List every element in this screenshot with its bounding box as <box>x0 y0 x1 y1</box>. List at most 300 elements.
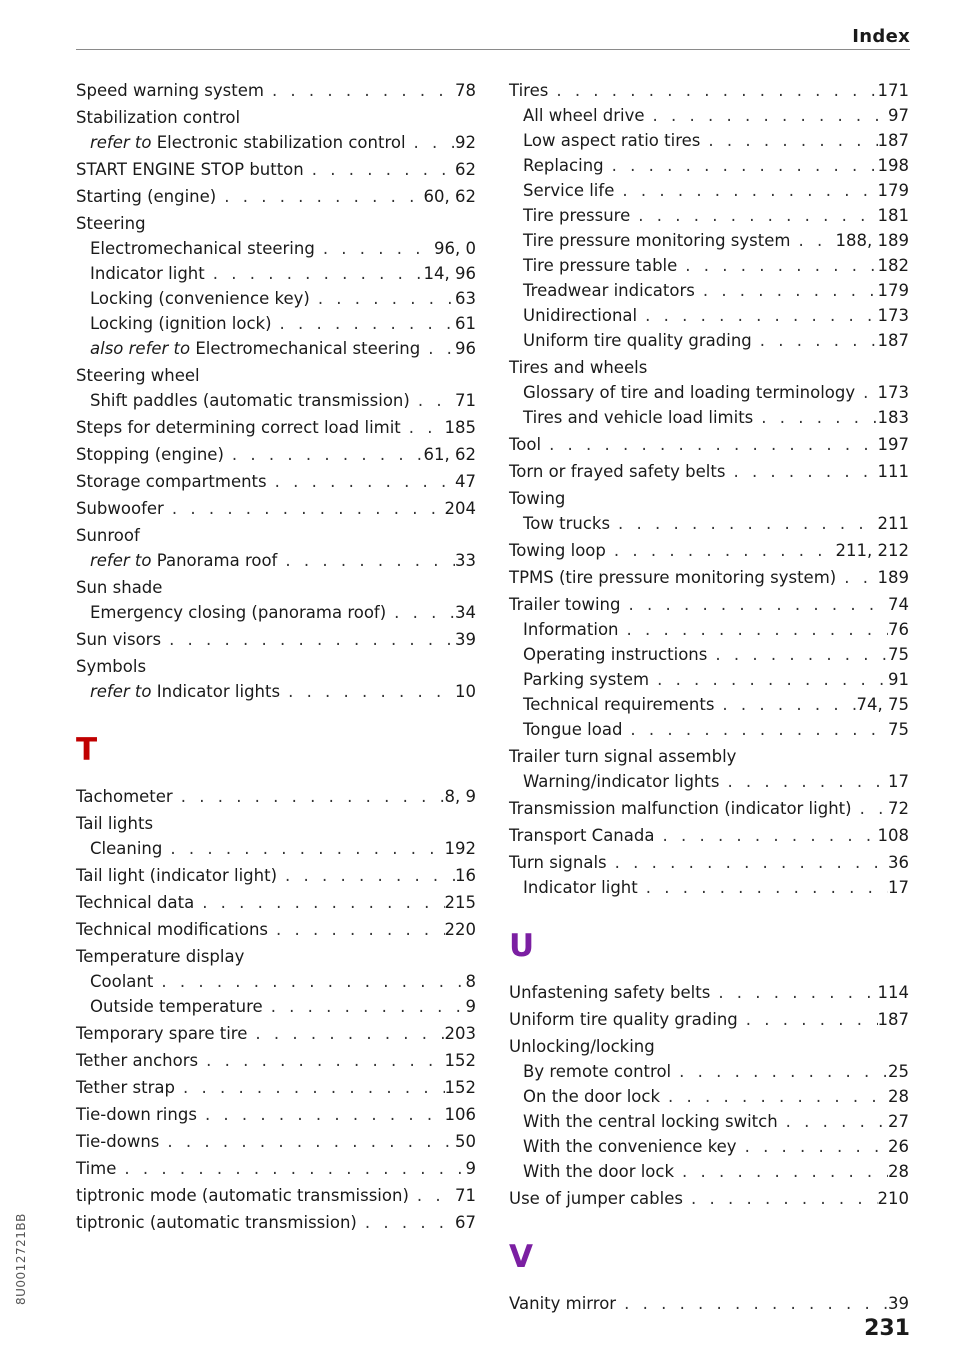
index-entry <box>76 496 476 521</box>
entry-term: Electromechanical steering <box>90 239 315 258</box>
page-reference: 108 <box>877 826 909 845</box>
dot-leader <box>614 178 877 203</box>
page-reference: 74, 75 <box>856 695 909 714</box>
page-reference: 173 <box>877 306 909 325</box>
index-entry <box>509 980 909 1005</box>
index-subentry <box>509 380 909 405</box>
dot-leader <box>671 1059 888 1084</box>
index-entry <box>509 592 909 617</box>
dot-leader <box>753 405 877 430</box>
page-reference: 111 <box>877 462 909 481</box>
dot-leader <box>272 311 455 336</box>
page-reference: 210 <box>877 1189 909 1208</box>
cross-reference-target: Panorama roof <box>151 551 278 570</box>
entry-term: Service life <box>523 181 615 200</box>
entry-term: Emergency closing (panorama roof) <box>90 603 387 622</box>
index-entry <box>76 1075 476 1100</box>
page-reference: 17 <box>888 878 909 897</box>
entry-term: tiptronic mode (automatic transmission) <box>76 1186 409 1205</box>
entry-term <box>90 679 280 704</box>
index-entry <box>76 1156 476 1181</box>
index-subentry <box>509 617 909 642</box>
page-number: 231 <box>864 1316 910 1341</box>
page-reference: 179 <box>877 281 909 300</box>
index-entry <box>509 432 909 457</box>
entry-term: Tongue load <box>523 720 623 739</box>
entry-term: Tire pressure table <box>523 256 678 275</box>
entry-term: Steps for determining correct load limit <box>76 418 401 437</box>
cross-reference-label: also refer to <box>90 339 191 358</box>
index-subentry <box>76 286 476 311</box>
index-subentry <box>76 130 476 155</box>
index-group-u <box>509 980 909 1211</box>
dot-leader <box>610 511 877 536</box>
index-subentry <box>509 1084 909 1109</box>
dot-leader <box>194 890 444 915</box>
dot-leader <box>620 592 888 617</box>
index-subentry <box>509 253 909 278</box>
dot-leader <box>645 103 888 128</box>
page-reference: 63 <box>455 289 476 308</box>
dot-leader <box>738 1007 878 1032</box>
index-subentry <box>509 511 909 536</box>
index-subentry <box>509 1109 909 1134</box>
page-reference: 61 <box>455 314 476 333</box>
cross-reference-label: refer to <box>90 133 152 152</box>
page-reference: 25 <box>888 1062 909 1081</box>
page-reference: 17 <box>888 772 909 791</box>
dot-leader <box>161 627 455 652</box>
entry-term: Tail light (indicator light) <box>76 866 278 885</box>
page-reference: 62 <box>455 160 476 179</box>
page-reference: 75 <box>888 720 909 739</box>
page-reference: 152 <box>444 1078 476 1097</box>
index-entry <box>76 442 476 467</box>
page-reference: 28 <box>888 1087 909 1106</box>
entry-term: Vanity mirror <box>509 1294 617 1313</box>
header-rule <box>76 49 910 50</box>
dot-leader <box>638 875 888 900</box>
dot-leader <box>410 388 455 413</box>
index-entry <box>76 863 476 888</box>
dot-leader <box>710 980 877 1005</box>
entry-term: Replacing <box>523 156 604 175</box>
dot-leader <box>357 1210 455 1235</box>
page-reference: 9 <box>465 997 476 1016</box>
dot-leader <box>855 380 877 405</box>
page-reference: 61, 62 <box>423 445 476 464</box>
page-reference: 171 <box>877 81 909 100</box>
entry-term: Technical data <box>76 893 195 912</box>
entry-term: Tool <box>509 435 542 454</box>
dot-leader <box>737 1134 888 1159</box>
dot-leader <box>162 836 444 861</box>
dot-leader <box>267 469 455 494</box>
index-entry <box>76 415 476 440</box>
page-reference: 75 <box>888 645 909 664</box>
page-reference: 36 <box>888 853 909 872</box>
cross-reference-label: refer to <box>90 682 152 701</box>
entry-term: Tachometer <box>76 787 173 806</box>
index-subentry <box>509 1134 909 1159</box>
index-subentry <box>509 405 909 430</box>
cross-reference-label: refer to <box>90 551 152 570</box>
page-header-title: Index <box>852 26 910 47</box>
index-group-t-right <box>509 78 909 900</box>
index-subentry <box>509 1159 909 1184</box>
page-reference: 187 <box>877 131 909 150</box>
entry-term <box>90 336 420 361</box>
page-reference: 192 <box>444 839 476 858</box>
dot-leader <box>719 769 888 794</box>
index-entry <box>509 850 909 875</box>
entry-term: Tow trucks <box>523 514 611 533</box>
dot-leader <box>707 642 888 667</box>
entry-term: Outside temperature <box>90 997 263 1016</box>
entry-term: With the door lock <box>523 1162 675 1181</box>
index-subentry <box>509 228 909 253</box>
page-reference: 78 <box>455 81 476 100</box>
page-reference: 204 <box>444 499 476 518</box>
page-reference: 189 <box>877 568 909 587</box>
page-reference: 76 <box>888 620 909 639</box>
entry-term: Locking (ignition lock) <box>90 314 272 333</box>
dot-leader <box>116 1156 465 1181</box>
dot-leader <box>247 1021 444 1046</box>
index-heading: Tail lights <box>76 814 154 833</box>
dot-leader <box>714 692 856 717</box>
entry-term: Coolant <box>90 972 154 991</box>
index-subentry <box>76 969 476 994</box>
index-entry <box>76 1210 476 1235</box>
page-reference: 211 <box>877 514 909 533</box>
page-reference: 215 <box>444 893 476 912</box>
dot-leader <box>198 1048 444 1073</box>
section-letter-u: U <box>509 928 535 964</box>
page-reference: 185 <box>444 418 476 437</box>
dot-leader <box>541 432 877 457</box>
index-entry <box>76 917 476 942</box>
index-subentry <box>509 103 909 128</box>
entry-term: Information <box>523 620 619 639</box>
index-heading: Steering <box>76 214 146 233</box>
index-heading: Unlocking/locking <box>509 1037 655 1056</box>
page-reference: 72 <box>888 799 909 818</box>
index-heading: Temperature display <box>76 947 245 966</box>
entry-term: Cleaning <box>90 839 163 858</box>
index-subentry <box>76 388 476 413</box>
entry-term: Unfastening safety belts <box>509 983 711 1002</box>
page-reference: 74 <box>888 595 909 614</box>
entry-term: Unidirectional <box>523 306 638 325</box>
cross-reference-target: Electronic stabilization control <box>151 133 406 152</box>
entry-term: Tire pressure <box>523 206 631 225</box>
entry-term: Use of jumper cables <box>509 1189 683 1208</box>
index-subentry <box>509 667 909 692</box>
page-reference: 14, 96 <box>423 264 476 283</box>
entry-term: Sun visors <box>76 630 162 649</box>
entry-term: TPMS (tire pressure monitoring system) <box>509 568 837 587</box>
entry-term: Temporary spare tire <box>76 1024 248 1043</box>
page-reference: 71 <box>455 391 476 410</box>
entry-term: Low aspect ratio tires <box>523 131 701 150</box>
dot-leader <box>277 548 455 573</box>
dot-leader <box>649 667 888 692</box>
index-group-s <box>76 78 476 704</box>
cross-reference-target: Indicator lights <box>151 682 281 701</box>
dot-leader <box>175 1075 445 1100</box>
page-reference: 211, 212 <box>835 541 909 560</box>
index-heading: Towing <box>509 489 566 508</box>
index-subentry <box>509 875 909 900</box>
dot-leader <box>159 1129 455 1154</box>
page-reference: 96, 0 <box>434 239 476 258</box>
index-entry <box>76 890 476 915</box>
index-entry <box>509 538 909 563</box>
dot-leader <box>409 1183 455 1208</box>
index-heading: Trailer turn signal assembly <box>509 747 737 766</box>
index-entry <box>76 1183 476 1208</box>
cross-reference-target: Electromechanical steering <box>190 339 421 358</box>
index-entry <box>76 1129 476 1154</box>
dot-leader <box>310 286 455 311</box>
page-reference: 97 <box>888 106 909 125</box>
index-column-right <box>509 76 909 1316</box>
dot-leader <box>674 1159 888 1184</box>
page-reference: 34 <box>455 603 476 622</box>
page-reference: 203 <box>444 1024 476 1043</box>
dot-leader <box>153 969 465 994</box>
index-entry <box>76 157 476 182</box>
page-reference: 33 <box>455 551 476 570</box>
index-subentry <box>76 548 476 573</box>
entry-term: Transmission malfunction (indicator light) <box>509 799 852 818</box>
index-group-t-left <box>76 784 476 1235</box>
entry-term: Technical modifications <box>76 920 269 939</box>
page-reference: 187 <box>877 1010 909 1029</box>
page-reference: 8, 9 <box>444 787 476 806</box>
dot-leader <box>263 994 466 1019</box>
page-reference: 197 <box>877 435 909 454</box>
dot-leader <box>630 203 877 228</box>
entry-term: Torn or frayed safety belts <box>509 462 726 481</box>
index-subentry <box>509 278 909 303</box>
index-column-left <box>76 76 476 1235</box>
index-entry <box>509 1186 909 1211</box>
page-reference: 39 <box>888 1294 909 1313</box>
entry-term: Tie-downs <box>76 1132 160 1151</box>
index-subentry <box>509 692 909 717</box>
dot-leader <box>164 496 445 521</box>
page-reference: 10 <box>455 682 476 701</box>
dot-leader <box>315 236 434 261</box>
index-entry <box>509 459 909 484</box>
entry-term: START ENGINE STOP button <box>76 160 304 179</box>
entry-term: Time <box>76 1159 117 1178</box>
dot-leader <box>268 917 444 942</box>
dot-leader <box>695 278 878 303</box>
page-reference: 9 <box>465 1159 476 1178</box>
dot-leader <box>660 1084 888 1109</box>
entry-term: Tires <box>509 81 549 100</box>
dot-leader <box>264 78 455 103</box>
index-entry <box>76 184 476 209</box>
dot-leader <box>677 253 877 278</box>
dot-leader <box>683 1186 878 1211</box>
page-reference: 8 <box>465 972 476 991</box>
index-entry <box>76 1021 476 1046</box>
entry-term: Tether anchors <box>76 1051 199 1070</box>
dot-leader <box>606 538 836 563</box>
page-reference: 71 <box>455 1186 476 1205</box>
entry-term: Transport Canada <box>509 826 655 845</box>
dot-leader <box>622 717 888 742</box>
index-subentry <box>509 328 909 353</box>
index-subentry <box>509 153 909 178</box>
page-reference: 183 <box>877 408 909 427</box>
dot-leader <box>836 565 877 590</box>
entry-term: Glossary of tire and loading terminology <box>523 383 856 402</box>
index-subentry <box>76 836 476 861</box>
page-reference: 47 <box>455 472 476 491</box>
entry-term: Stopping (engine) <box>76 445 224 464</box>
entry-term: Parking system <box>523 670 650 689</box>
entry-term: Tether strap <box>76 1078 175 1097</box>
page-reference: 16 <box>455 866 476 885</box>
page-reference: 114 <box>877 983 909 1002</box>
page-reference: 26 <box>888 1137 909 1156</box>
index-entry <box>509 823 909 848</box>
index-heading: Symbols <box>76 657 147 676</box>
dot-leader <box>401 415 445 440</box>
dot-leader <box>386 600 455 625</box>
index-heading: Steering wheel <box>76 366 200 385</box>
index-subentry <box>509 178 909 203</box>
index-group-v <box>509 1291 909 1316</box>
dot-leader <box>778 1109 888 1134</box>
entry-term: By remote control <box>523 1062 672 1081</box>
index-entry <box>509 796 909 821</box>
page-reference: 92 <box>455 133 476 152</box>
dot-leader <box>725 459 877 484</box>
dot-leader <box>790 228 835 253</box>
index-entry <box>76 1048 476 1073</box>
dot-leader <box>637 303 877 328</box>
index-entry <box>76 784 476 809</box>
dot-leader <box>420 336 455 361</box>
index-entry <box>76 627 476 652</box>
index-entry <box>509 565 909 590</box>
index-entry <box>509 1007 909 1032</box>
entry-term: Speed warning system <box>76 81 264 100</box>
index-subentry <box>76 994 476 1019</box>
index-subentry <box>76 261 476 286</box>
page-reference: 27 <box>888 1112 909 1131</box>
entry-term: Indicator light <box>90 264 205 283</box>
page-reference: 60, 62 <box>423 187 476 206</box>
dot-leader <box>604 153 878 178</box>
entry-term: Locking (convenience key) <box>90 289 310 308</box>
dot-leader <box>216 184 423 209</box>
entry-term: Uniform tire quality grading <box>509 1010 738 1029</box>
dot-leader <box>752 328 878 353</box>
page-reference: 220 <box>444 920 476 939</box>
index-subentry <box>76 336 476 361</box>
page-reference: 39 <box>455 630 476 649</box>
index-subentry <box>76 600 476 625</box>
dot-leader <box>852 796 888 821</box>
page-reference: 50 <box>455 1132 476 1151</box>
entry-term: Tires and vehicle load limits <box>523 408 754 427</box>
entry-term <box>90 130 406 155</box>
entry-term: Trailer towing <box>509 595 621 614</box>
document-code: 8U0012721BB <box>14 1213 28 1305</box>
entry-term: All wheel drive <box>523 106 645 125</box>
page-reference: 188, 189 <box>835 231 909 250</box>
index-subentry <box>76 679 476 704</box>
index-heading: Stabilization control <box>76 108 241 127</box>
index-entry <box>76 78 476 103</box>
page-reference: 96 <box>455 339 476 358</box>
index-subentry <box>509 769 909 794</box>
index-subentry <box>509 717 909 742</box>
dot-leader <box>280 679 455 704</box>
entry-term: Technical requirements <box>523 695 715 714</box>
dot-leader <box>277 863 455 888</box>
page-reference: 91 <box>888 670 909 689</box>
page-reference: 152 <box>444 1051 476 1070</box>
entry-term <box>90 548 277 573</box>
entry-term: Indicator light <box>523 878 638 897</box>
entry-term: With the convenience key <box>523 1137 737 1156</box>
dot-leader <box>224 442 424 467</box>
page-reference: 67 <box>455 1213 476 1232</box>
dot-leader <box>654 823 877 848</box>
page-reference: 106 <box>444 1105 476 1124</box>
entry-term: With the central locking switch <box>523 1112 778 1131</box>
entry-term: On the door lock <box>523 1087 661 1106</box>
index-entry <box>76 1102 476 1127</box>
page-reference: 173 <box>877 383 909 402</box>
index-entry <box>76 469 476 494</box>
dot-leader <box>607 850 888 875</box>
entry-term: Uniform tire quality grading <box>523 331 752 350</box>
entry-term: Tie-down rings <box>76 1105 197 1124</box>
entry-term: Towing loop <box>509 541 606 560</box>
page-reference: 28 <box>888 1162 909 1181</box>
index-entry <box>509 1291 909 1316</box>
entry-term: Warning/indicator lights <box>523 772 720 791</box>
page-reference: 182 <box>877 256 909 275</box>
index-heading: Sun shade <box>76 578 163 597</box>
entry-term: Starting (engine) <box>76 187 217 206</box>
page-reference: 179 <box>877 181 909 200</box>
index-subentry <box>509 303 909 328</box>
section-letter-v: V <box>509 1239 533 1275</box>
page-reference: 181 <box>877 206 909 225</box>
dot-leader <box>197 1102 445 1127</box>
entry-term: Tire pressure monitoring system <box>523 231 791 250</box>
index-subentry <box>509 203 909 228</box>
dot-leader <box>700 128 877 153</box>
dot-leader <box>205 261 424 286</box>
index-heading: Sunroof <box>76 526 140 545</box>
index-subentry <box>509 128 909 153</box>
index-subentry <box>76 311 476 336</box>
dot-leader <box>548 78 877 103</box>
section-letter-t: T <box>76 732 98 768</box>
page-reference: 198 <box>877 156 909 175</box>
